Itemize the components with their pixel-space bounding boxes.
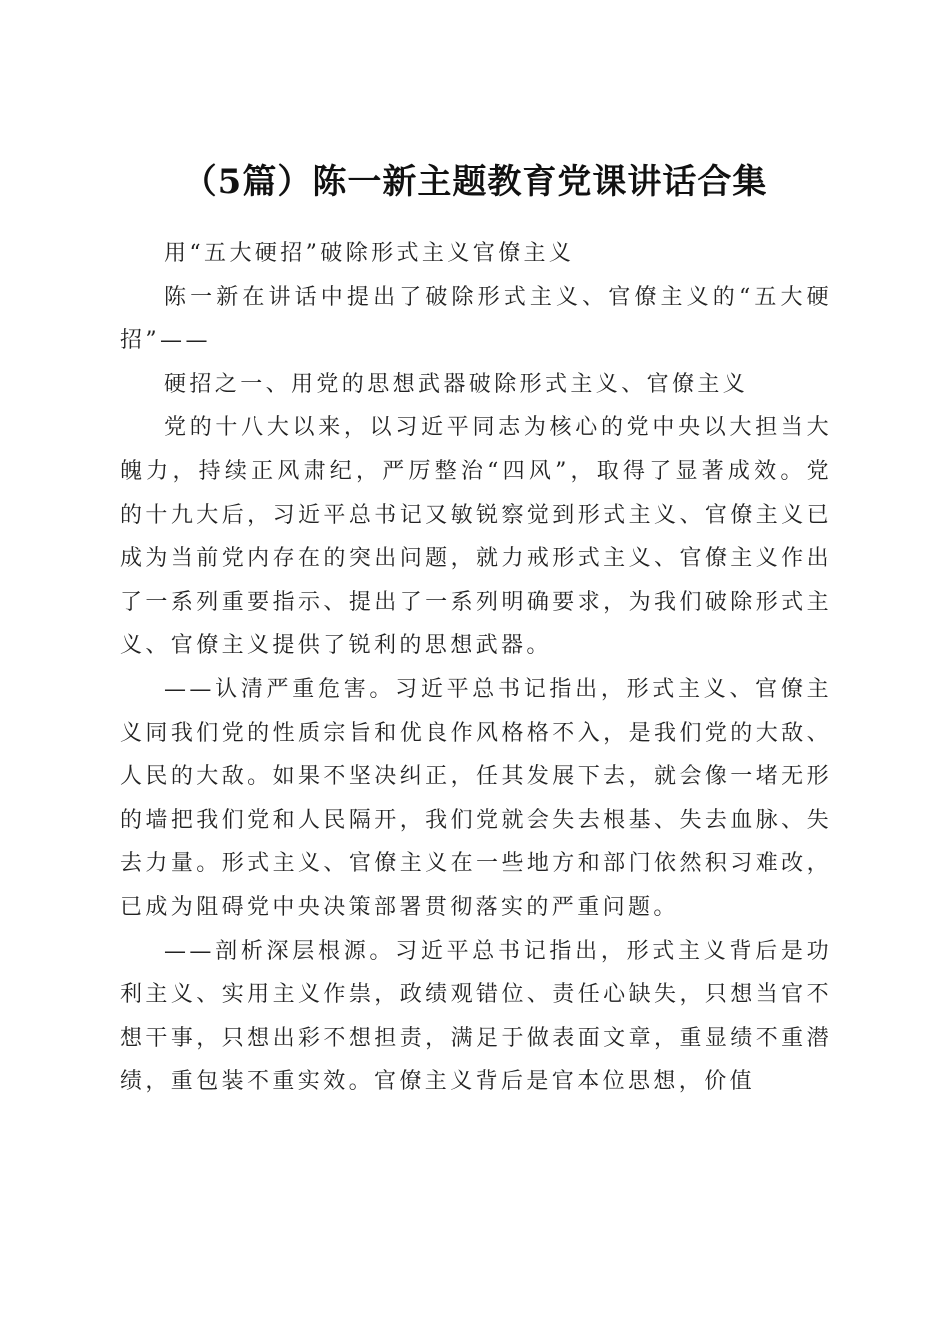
paragraph-body: 党的十八大以来，以习近平同志为核心的党中央以大担当大魄力，持续正风肃纪，严厉整治“四风”，取得了显著成效。党的十九大后，习近平总书记又敏锐察觉到形式主义、官僚主义已成为当前党内存在的突出问题，就力戒形式主义、官僚主义作出了一系列重要指示、提出了一系列明确要求，为我们破除形式主义、官僚主义提供了锐利的思想武器。: [120, 415, 832, 659]
paragraph-body: ——剖析深层根源。习近平总书记指出，形式主义背后是功利主义、实用主义作祟，政绩观错位、责任心缺失，只想当官不想干事，只想出彩不想担责，满足于做表面文章，重显绩不重潜绩，重包装不重实效。官僚主义背后是官本位思想，价值: [120, 938, 832, 1095]
paragraph-subtitle: 用“五大硬招”破除形式主义官僚主义: [164, 241, 575, 266]
paragraph-body: ——认清严重危害。习近平总书记指出，形式主义、官僚主义同我们党的性质宗旨和优良作风格格不入，是我们党的大敌、人民的大敌。如果不坚决纠正，任其发展下去，就会像一堵无形的墙把我们党和人民隔开，我们党就会失去根基、失去血脉、失去力量。形式主义、官僚主义在一些地方和部门依然积习难改，已成为阻碍党中央决策部署贯彻落实的严重问题。: [120, 676, 832, 920]
document-title: （5篇）陈一新主题教育党课讲话合集: [182, 161, 768, 202]
paragraph-intro: 陈一新在讲话中提出了破除形式主义、官僚主义的“五大硬招”——: [120, 284, 832, 354]
paragraph-heading-1: 硬招之一、用党的思想武器破除形式主义、官僚主义: [164, 371, 749, 397]
document-body: [120, 232, 832, 1104]
